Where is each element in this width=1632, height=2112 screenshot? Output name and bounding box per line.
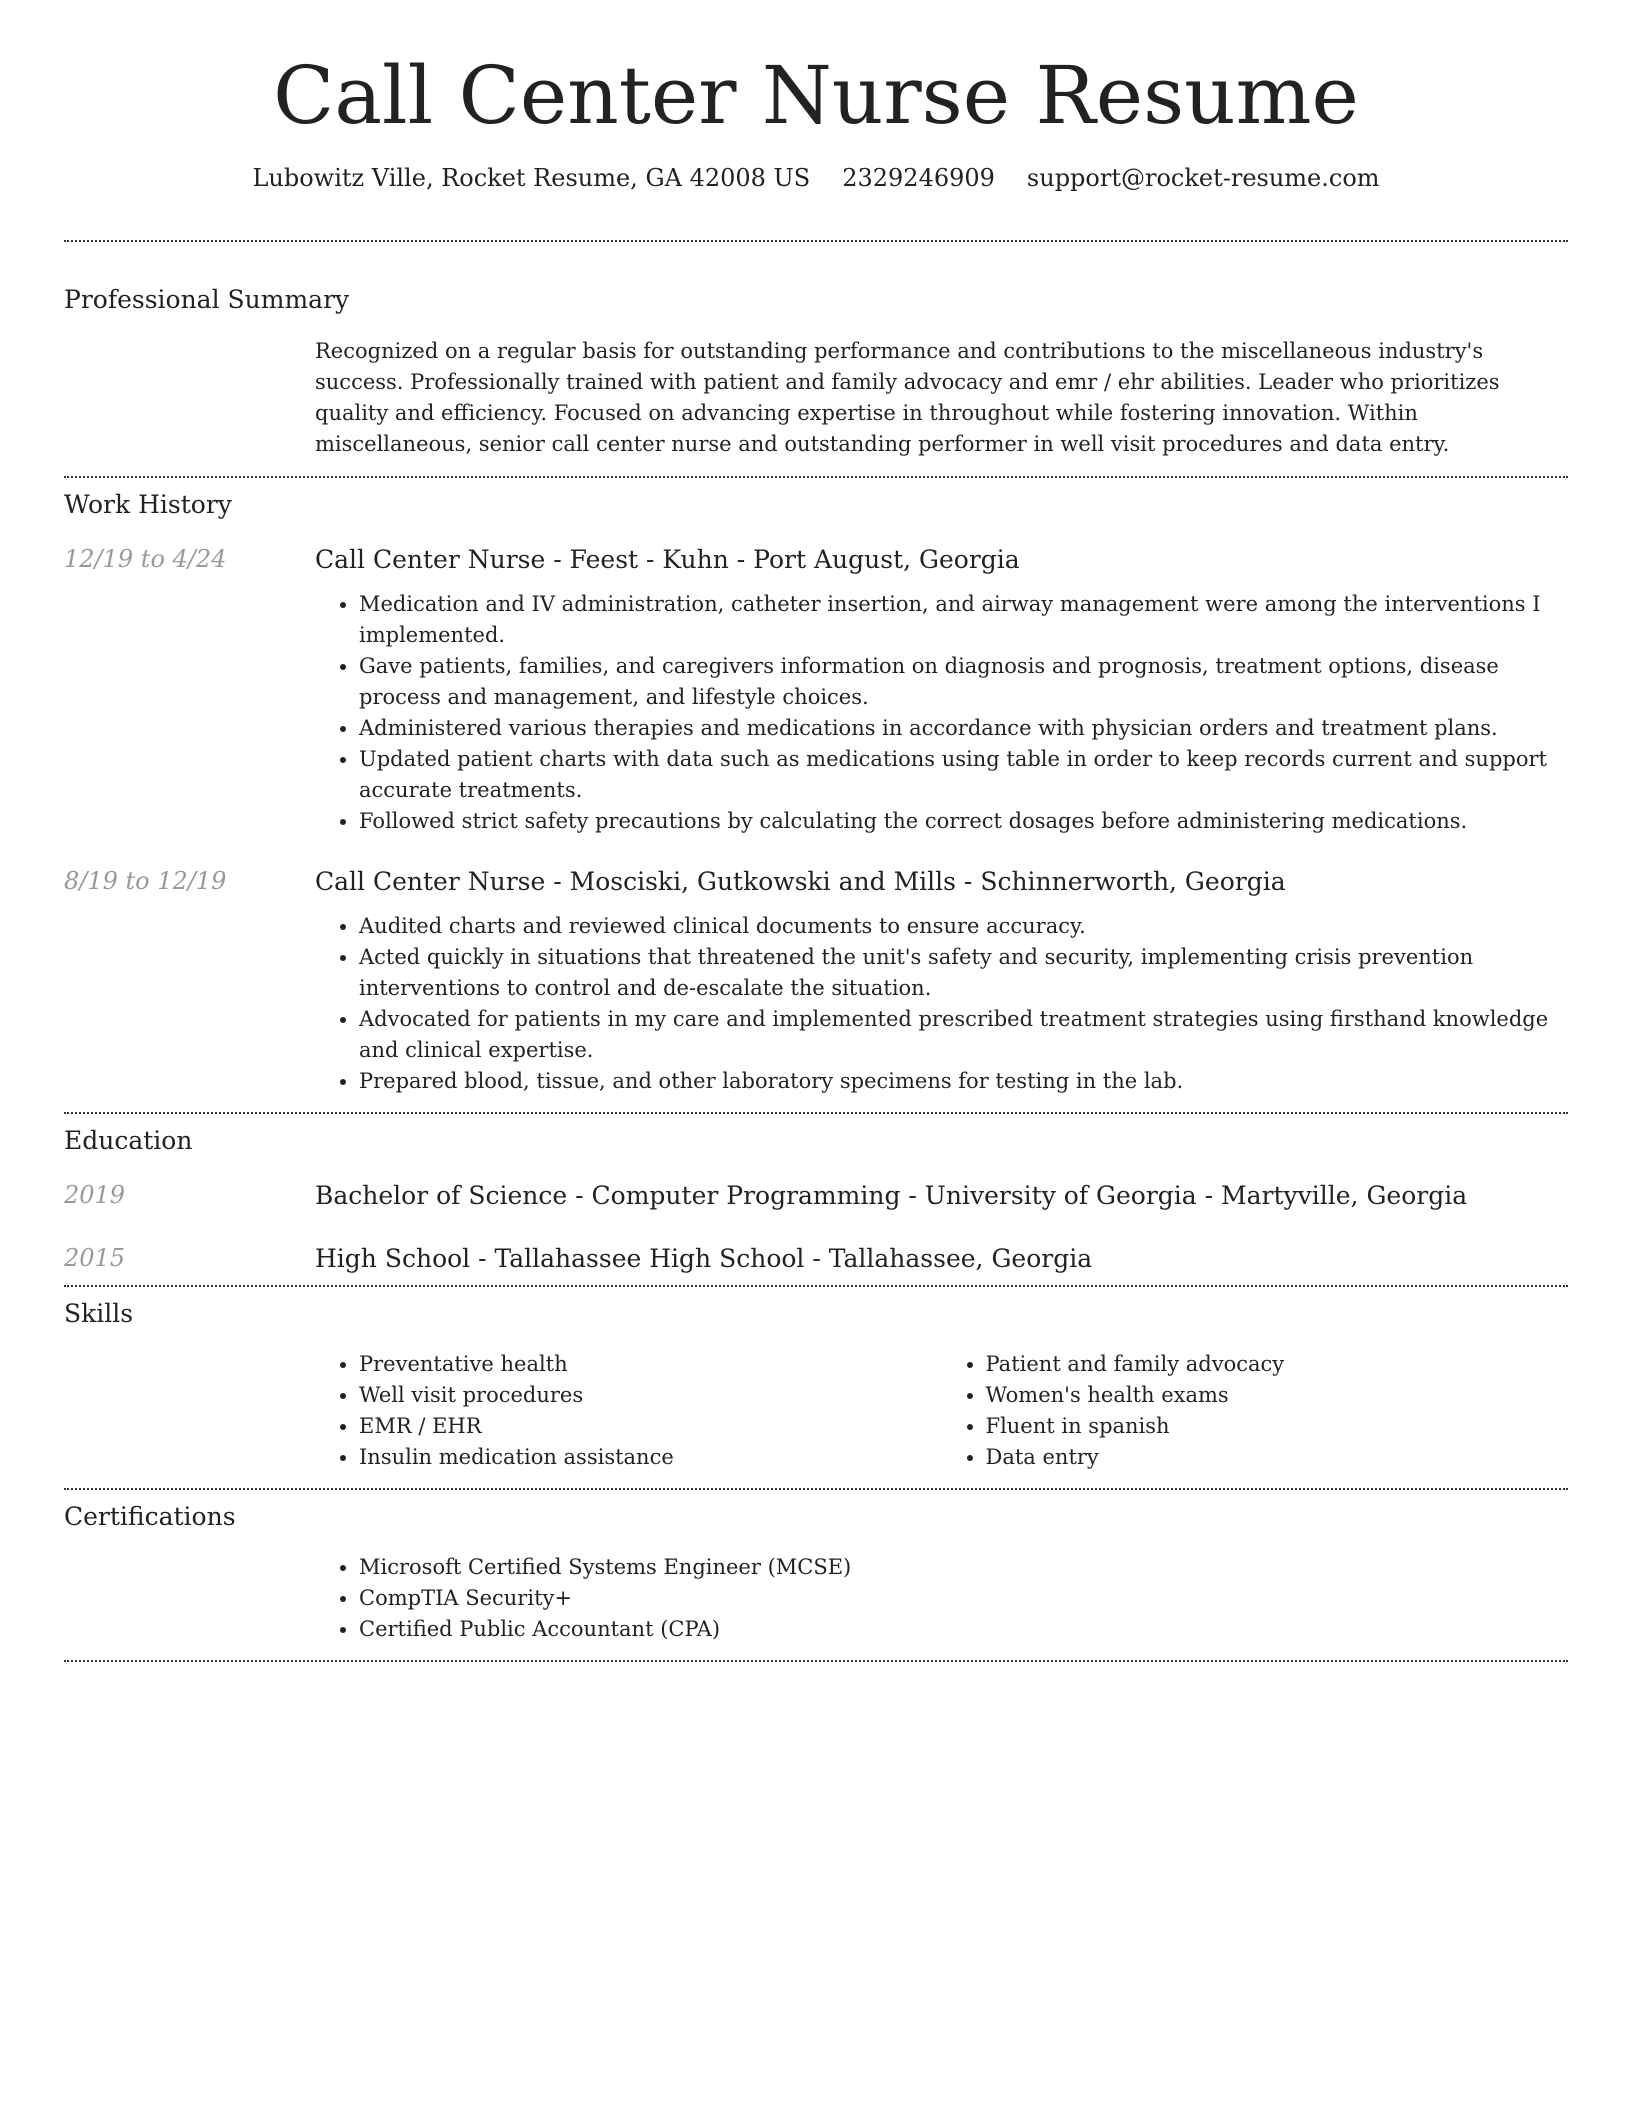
work-history-heading: Work History [64, 490, 232, 519]
contact-phone: 2329246909 [842, 164, 995, 192]
job-entry [64, 545, 1568, 574]
list-item: • Acted quickly in situations that threatened the unit's safety and security, implementing crisis prevention interventions to control and de-escalate the situation. [359, 942, 1568, 1004]
skills-list-left [315, 1349, 942, 1473]
job-details [315, 911, 1568, 1097]
list-item: • Updated patient charts with data such as medications using table in order to keep records current and support accurate treatments. [359, 744, 1568, 806]
education-entry [64, 1244, 1568, 1273]
list-item: • Prepared blood, tissue, and other laboratory specimens for testing in the lab. [359, 1066, 1568, 1097]
work-history-section [64, 490, 1568, 1097]
list-item: • EMR / EHR [359, 1411, 942, 1442]
list-item: • Followed strict safety precautions by calculating the correct dosages before administering medications. [359, 806, 1568, 837]
resume-body [64, 240, 1568, 1662]
list-item: • Well visit procedures [359, 1380, 942, 1411]
list-item: • Patient and family advocacy [986, 1349, 1569, 1380]
job-title: Call Center Nurse - Mosciski, Gutkowski and Mills - Schinnerworth, Georgia [315, 867, 1286, 896]
education-year: 2015 [64, 1244, 126, 1272]
list-item: • Insulin medication assistance [359, 1442, 942, 1473]
list-item: • Data entry [986, 1442, 1569, 1473]
summary-text: Recognized on a regular basis for outstanding performance and contributions to the miscellaneous industry's success. Professionally trained with patient and family advocacy and emr / ehr abilities. Leader who prioritizes quality and efficiency. Focused on advancing expertise in throughout while fostering innovation. Within miscellaneous, senior call center nurse and outstanding performer in well visit procedures and data entry. [315, 339, 1500, 456]
divider [64, 476, 1568, 478]
education-title: Bachelor of Science - Computer Programming - University of Georgia - Martyville, Georgia [315, 1181, 1468, 1210]
divider [64, 1488, 1568, 1490]
job-title: Call Center Nurse - Feest - Kuhn - Port August, Georgia [315, 545, 1020, 574]
skills-heading: Skills [64, 1299, 134, 1328]
job-dates: 12/19 to 4/24 [64, 545, 227, 573]
list-item: • Microsoft Certified Systems Engineer (MCSE) [359, 1552, 1568, 1583]
education-heading: Education [64, 1126, 193, 1155]
list-item: • Fluent in spanish [986, 1411, 1569, 1442]
page-title: Call Center Nurse Resume [273, 49, 1359, 142]
job-bullets [315, 911, 1568, 1097]
certifications-heading: Certifications [64, 1502, 236, 1531]
divider [64, 1285, 1568, 1287]
job-entry [64, 867, 1568, 896]
list-item: • Gave patients, families, and caregivers information on diagnosis and prognosis, treatment options, disease process and management, and lifestyle choices. [359, 651, 1568, 713]
job-bullets [315, 589, 1568, 837]
resume-header [0, 0, 1632, 192]
list-item: • Medication and IV administration, catheter insertion, and airway management were among the interventions I implemented. [359, 589, 1568, 651]
list-item: • Women's health exams [986, 1380, 1569, 1411]
job-dates: 8/19 to 12/19 [64, 867, 227, 895]
divider [64, 1112, 1568, 1114]
education-title: High School - Tallahassee High School - Tallahassee, Georgia [315, 1244, 1093, 1273]
job-details [315, 589, 1568, 837]
certifications-list [315, 1552, 1568, 1645]
contact-address: Lubowitz Ville, Rocket Resume, GA 42008 US [252, 164, 811, 192]
divider [64, 240, 1568, 242]
list-item: • Preventative health [359, 1349, 942, 1380]
education-year: 2019 [64, 1181, 126, 1209]
skills-columns [315, 1349, 1568, 1473]
contact-line [0, 164, 1632, 192]
certifications-section [64, 1502, 1568, 1645]
summary-section [64, 285, 1568, 460]
divider [64, 1660, 1568, 1662]
list-item: • CompTIA Security+ [359, 1583, 1568, 1614]
certifications-details [315, 1552, 1568, 1645]
skills-section [64, 1299, 1568, 1473]
list-item: • Advocated for patients in my care and implemented prescribed treatment strategies using firsthand knowledge and clinical expertise. [359, 1004, 1568, 1066]
list-item: • Audited charts and reviewed clinical documents to ensure accuracy. [359, 911, 1568, 942]
skills-list-right [942, 1349, 1569, 1473]
list-item: • Certified Public Accountant (CPA) [359, 1614, 1568, 1645]
education-section [64, 1126, 1568, 1273]
contact-email: support@rocket-resume.com [1026, 164, 1380, 192]
education-entry [64, 1181, 1568, 1210]
summary-heading: Professional Summary [64, 285, 350, 314]
list-item: • Administered various therapies and medications in accordance with physician orders and treatment plans. [359, 713, 1568, 744]
